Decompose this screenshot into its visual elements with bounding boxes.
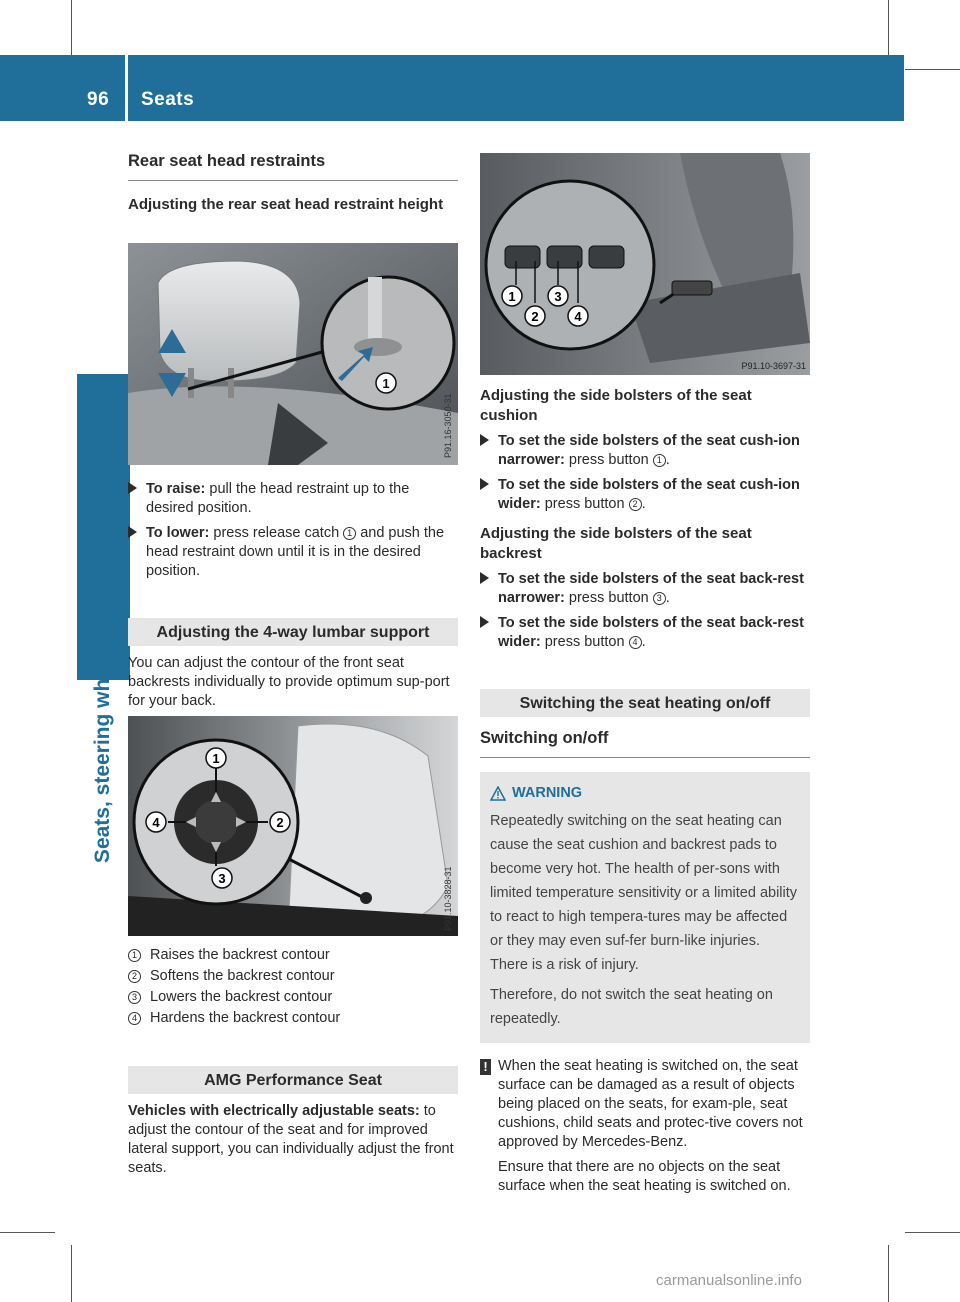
- section-heading: Rear seat head restraints: [128, 152, 458, 181]
- lumbar-heading: Adjusting the 4-way lumbar support: [128, 618, 458, 646]
- page-header: [0, 55, 960, 121]
- number-icon: 1: [343, 527, 356, 540]
- number-icon: 1: [128, 949, 141, 962]
- step-text: .: [641, 634, 646, 650]
- photo-code: P91.10-3828-31: [443, 866, 453, 931]
- number-icon: 2: [128, 970, 141, 983]
- arrow-icon: [480, 616, 489, 628]
- heating-subheading: Switching on/off: [480, 729, 810, 758]
- number-icon: 2: [629, 498, 642, 511]
- header-divider: [125, 55, 128, 121]
- heating-heading: Switching the seat heating on/off: [480, 689, 810, 717]
- seat-buttons-photo: [480, 153, 810, 375]
- lumbar-text: You can adjust the contour of the front seat backrests individually to provide optimum sup-port for your back.: [128, 655, 450, 709]
- warning-text-2: Therefore, do not switch the seat heating on repeatedly.: [490, 987, 773, 1027]
- arrow-icon: [128, 482, 137, 494]
- photo-code: P91.10-3697-31: [741, 361, 806, 371]
- number-icon: 3: [128, 991, 141, 1004]
- warning-text: Repeatedly switching on the seat heating can cause the seat cushion and backrest pads to become very hot. The health of per-sons with limited temperature sensitivity or a limited ability to react to high tempera-tures may be affected or they may even suf-fer burn-like injuries. There is a risk of injury.: [490, 813, 798, 973]
- step-backrest-wider: [480, 614, 810, 652]
- number-icon: 4: [629, 636, 642, 649]
- subheading: Adjusting the rear seat head restraint height: [128, 196, 444, 213]
- step-text: .: [641, 496, 646, 512]
- photo-callout: 3: [554, 289, 562, 304]
- notice: [480, 1057, 810, 1196]
- step-text: press button: [540, 634, 629, 650]
- seat-buttons-illustration: [480, 153, 810, 375]
- amg-lead: Vehicles with electrically adjustable seats:: [128, 1103, 420, 1119]
- step-text: .: [665, 452, 670, 468]
- notice-icon: !: [480, 1059, 491, 1075]
- warning-triangle-icon: [490, 786, 506, 801]
- step-label: To set the side bolsters of the seat back-rest wider:: [498, 615, 804, 650]
- step-text: press button: [540, 496, 629, 512]
- photo-callout: 3: [218, 871, 226, 886]
- lumbar-legend: [128, 944, 458, 1028]
- crop-mark: [71, 0, 72, 55]
- cushion-heading: Adjusting the side bolsters of the seat cushion: [480, 387, 752, 424]
- section-title: Seats: [141, 89, 195, 110]
- step-text: press button: [564, 590, 653, 606]
- crop-mark: [905, 1232, 960, 1233]
- bolster-section: [480, 386, 810, 652]
- crop-mark: [0, 1232, 55, 1233]
- amg-heading: AMG Performance Seat: [128, 1066, 458, 1094]
- warning-box: [480, 772, 810, 1043]
- step-label: To set the side bolsters of the seat cush-ion wider:: [498, 477, 800, 512]
- photo-callout: 1: [382, 376, 390, 391]
- page-number: 96: [87, 89, 110, 110]
- left-column: [128, 152, 458, 215]
- step-cushion-wider: [480, 476, 810, 514]
- raise-lower-steps: [128, 474, 458, 581]
- number-icon: 1: [653, 454, 666, 467]
- step-cushion-narrower: [480, 432, 810, 470]
- photo-callout: 4: [152, 815, 160, 830]
- arrow-icon: [480, 434, 489, 446]
- photo-callout: 1: [212, 751, 220, 766]
- photo-code: P91.16-3050-31: [443, 393, 453, 458]
- header-bar: [0, 55, 904, 121]
- lumbar-illustration: [128, 716, 458, 936]
- amg-body: to adjust the contour of the seat and for improved lateral support, you can individually adjust the front seats.: [128, 1103, 454, 1176]
- legend-item: [128, 988, 458, 1007]
- step-label: To set the side bolsters of the seat back-rest narrower:: [498, 571, 804, 606]
- arrow-icon: [128, 526, 137, 538]
- lumbar-section: [128, 618, 458, 711]
- photo-callout: 4: [574, 309, 582, 324]
- legend-text: Softens the backrest contour: [150, 968, 335, 984]
- lumbar-photo: [128, 716, 458, 936]
- notice-text: When the seat heating is switched on, the seat surface can be damaged as a result of objects being placed on the seats, for exam-ple, seat cushions, child seats and protec-tive covers not approved by Mercedes-Benz.: [498, 1058, 803, 1150]
- warning-title: [490, 784, 800, 803]
- legend-item: [128, 946, 458, 965]
- step-backrest-narrower: [480, 570, 810, 608]
- notice-text-2: Ensure that there are no objects on the seat surface when the seat heating is switched on.: [498, 1159, 791, 1194]
- legend-item: [128, 967, 458, 986]
- step-text: and push the head restraint down until it is in the desired position.: [146, 525, 445, 579]
- heating-section: [480, 689, 810, 1196]
- amg-section: [128, 1066, 458, 1178]
- number-icon: 4: [128, 1012, 141, 1025]
- crop-mark: [888, 1245, 889, 1302]
- step-lower: [128, 524, 458, 581]
- step-text: .: [665, 590, 670, 606]
- head-restraint-photo: [128, 243, 458, 465]
- warning-title-text: WARNING: [512, 785, 583, 801]
- number-icon: 3: [653, 592, 666, 605]
- step-text: press release catch: [209, 525, 344, 541]
- watermark: carmanualsonline.info: [656, 1272, 802, 1289]
- step-label: To raise:: [146, 481, 206, 497]
- step-raise: [128, 480, 458, 518]
- step-label: To lower:: [146, 525, 210, 541]
- step-text: press button: [564, 452, 653, 468]
- photo-callout: 2: [276, 815, 284, 830]
- legend-text: Lowers the backrest contour: [150, 989, 333, 1005]
- photo-callout: 2: [531, 309, 539, 324]
- legend-text: Hardens the backrest contour: [150, 1010, 341, 1026]
- side-tab-label: Seats, steering wheel and mirrors: [91, 526, 114, 864]
- legend-item: [128, 1009, 458, 1028]
- crop-mark: [888, 0, 889, 55]
- step-text: pull the head restraint up to the desired position.: [146, 481, 410, 516]
- legend-text: Raises the backrest contour: [150, 947, 330, 963]
- amg-text: [128, 1102, 458, 1178]
- step-label: To set the side bolsters of the seat cush-ion narrower:: [498, 433, 800, 468]
- arrow-icon: [480, 572, 489, 584]
- crop-mark: [71, 1245, 72, 1302]
- arrow-icon: [480, 478, 489, 490]
- backrest-heading: Adjusting the side bolsters of the seat backrest: [480, 525, 752, 562]
- head-restraint-illustration: [128, 243, 458, 465]
- photo-callout: 1: [508, 289, 516, 304]
